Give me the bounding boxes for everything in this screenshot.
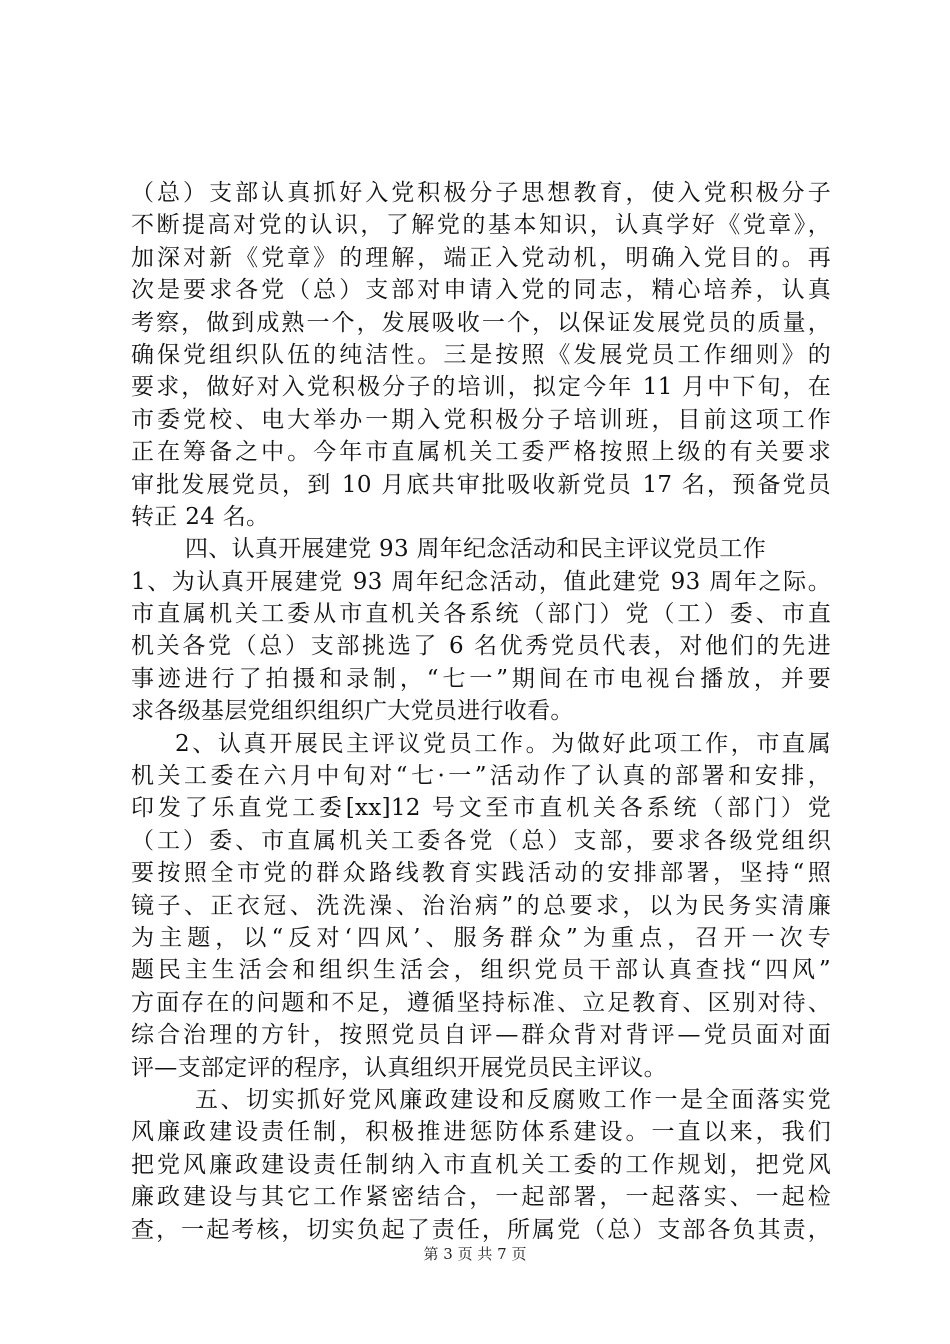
- text-line: 要按照全市党的群众路线教育实践活动的安排部署，坚持“照: [131, 860, 831, 887]
- text-line: 市委党校、电大举办一期入党积极分子培训班，目前这项工作: [131, 406, 831, 433]
- text-line: 次是要求各党（总）支部对申请入党的同志，精心培养，认真: [131, 277, 831, 304]
- text-line: 不断提高对党的认识，了解党的基本知识，认真学好《党章》，: [131, 212, 831, 239]
- text-line: 市直属机关工委从市直机关各系统（部门）党（工）委、市直: [131, 601, 831, 628]
- text-line: 五、切实抓好党风廉政建设和反腐败工作一是全面落实党: [195, 1086, 831, 1113]
- text-line: 机关工委在六月中旬对“七·一”活动作了认真的部署和安排，: [131, 763, 831, 790]
- text-line: 考察，做到成熟一个，发展吸收一个，以保证发展党员的质量，: [131, 309, 831, 336]
- text-line: 四、认真开展建党 93 周年纪念活动和民主评议党员工作: [185, 536, 766, 563]
- text-line: 把党风廉政建设责任制纳入市直机关工委的工作规划，把党风: [131, 1151, 831, 1178]
- text-line: （工）委、市直属机关工委各党（总）支部，要求各级党组织: [131, 827, 831, 854]
- text-line: 镜子、正衣冠、洗洗澡、治治病”的总要求，以为民务实清廉: [131, 892, 831, 919]
- text-line: 综合治理的方针，按照党员自评—群众背对背评—党员面对面: [131, 1022, 831, 1049]
- page-footer: 第 3 页 共 7 页: [423, 1245, 527, 1263]
- text-line: 为主题，以“反对‘四风’、服务群众”为重点，召开一次专: [131, 924, 831, 951]
- text-line: 2、认真开展民主评议党员工作。为做好此项工作，市直属: [175, 730, 831, 757]
- text-line: 求各级基层党组织组织广大党员进行收看。: [131, 698, 574, 725]
- text-line: 审批发展党员，到 10 月底共审批吸收新党员 17 名，预备党员: [131, 471, 831, 498]
- text-line: 1、为认真开展建党 93 周年纪念活动，值此建党 93 周年之际。: [131, 568, 831, 595]
- text-line: 加深对新《党章》的理解，端正入党动机，明确入党目的。再: [131, 244, 831, 271]
- body-text: [131, 177, 831, 1246]
- text-line: 方面存在的问题和不足，遵循坚持标准、立足教育、区别对待、: [131, 989, 831, 1016]
- text-line: （总）支部认真抓好入党积极分子思想教育，使入党积极分子: [131, 180, 831, 206]
- text-line: 印发了乐直党工委[xx]12 号文至市直机关各系统（部门）党: [131, 795, 831, 822]
- text-line: 机关各党（总）支部挑选了 6 名优秀党员代表，对他们的先进: [131, 633, 831, 660]
- text-line: 事迹进行了拍摄和录制，“七一”期间在市电视台播放，并要: [131, 665, 831, 692]
- text-line: 风廉政建设责任制，积极推进惩防体系建设。一直以来，我们: [131, 1119, 831, 1146]
- text-line: 正在筹备之中。今年市直属机关工委严格按照上级的有关要求: [131, 439, 831, 466]
- text-line: 要求，做好对入党积极分子的培训，拟定今年 11 月中下旬，在: [131, 374, 831, 401]
- text-line: 转正 24 名。: [131, 503, 270, 530]
- text-line: 查，一起考核，切实负起了责任，所属党（总）支部各负其责，: [131, 1216, 831, 1243]
- text-line: 评—支部定评的程序，认真组织开展党员民主评议。: [131, 1054, 667, 1081]
- text-line: 确保党组织队伍的纯洁性。三是按照《发展党员工作细则》的: [131, 341, 831, 368]
- text-line: 题民主生活会和组织生活会，组织党员干部认真查找“四风”: [131, 957, 831, 984]
- text-line: 廉政建设与其它工作紧密结合，一起部署，一起落实、一起检: [131, 1184, 831, 1211]
